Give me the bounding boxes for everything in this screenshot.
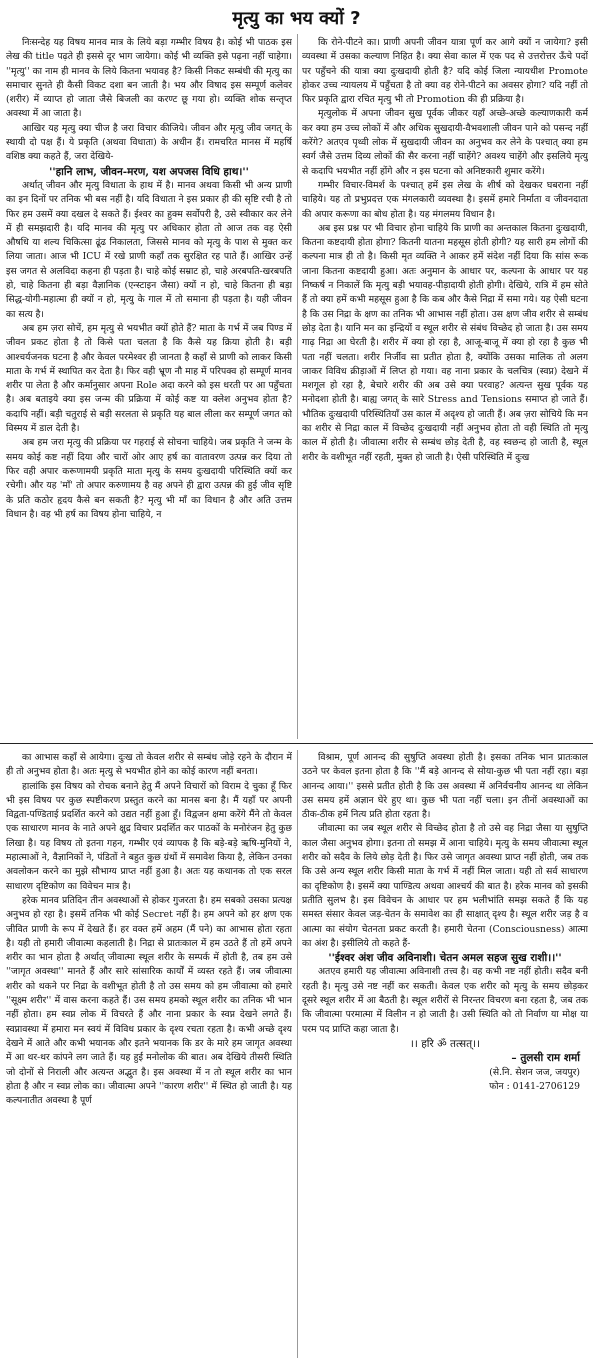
verse-quote: ''हानि लाभ, जीवन-मरण, यश अपजस विधि हाथ।'' — [49, 165, 249, 178]
paragraph: जीवात्मा का जब स्थूल शरीर से विच्छेद होता है तो उसे वह निद्रा जैसा या सुषुप्ति काल जैसा अनुभव होगा। इतना तो समझ में आना चाहिये। मृत्यु के समय जीवात्मा स्थूल शरीर को सदैव के लिये छोड़ देती है। फिर उसे जागृत अवस्था प्राप्त नहीं होती, जब तक कि उसे अन्य स्थूल शरीर किसी माता के गर्भ में नहीं मिल जाता। यही तो सर्व साधारण का दृष्टिकोण है। इसमें क्या पाण्डित्य अथवा आश्चर्य की बात है। हरेक मानव को इसकी प्रतीति सुलभ है। इस विवेचन के आधार पर हम भलीभांति समझ सकते हैं कि यह समस्त संसार केवल जड़-चेतन के समावेश का ही साक्षात् दृश्य है। स्थूल शरीर जड़ है व आत्मा का संयोग चेतनता प्रकट करती है। हमारी चेतना (Consciousness) आत्मा का अंश है। इसीलिये तो कहते हैं- — [302, 823, 588, 949]
column-2 — [302, 36, 588, 742]
paragraph: हालांकि इस विषय को रोचक बनाने हेतु मैं अपने विचारों को विराम दे चुका हूँ फिर भी इस विषय पर कुछ स्पष्टीकरण प्रस्तुत करने का मानस बना है। मैं यहाँ पर अपनी विद्वता-पण्डिताई प्रदर्शित करने को उद्यत नहीं हुआ हूँ। विद्वजन क्षमा करेंगे मैंने तो केवल एक साधारण मानव के नाते अपने क्षुद्र विचार प्रदर्शित कर पाठकों के मनोरंजन हेतु कुछ लिखा है। यह विषय तो इतना गहन, गम्भीर एवं व्यापक है कि बड़े-बड़े ऋषि-मुनियों ने, महात्माओं ने, वैज्ञानिकों ने, पंडितों ने बहुत कुछ ग्रंथों में समावेश किया है, लेकिन उनका अवलोकन करने का मुझे सौभाग्य प्राप्त नहीं हुआ है। अतः यह कथानक तो एक सरल साधारण दृष्टिकोण का विवेचन मात्र है। — [6, 780, 292, 892]
paragraph: कि रोने-पीटने का। प्राणी अपनी जीवन यात्रा पूर्ण कर आगे क्यों न जायेगा? इसी व्यवस्था में उसका कल्याण निहित है। क्या सेवा काल में एक पद से उत्तरोत्तर ऊँचे पदों पर पहुँचने की यात्रा क्या दुःखदायी होती है? यदि कोई जिला न्यायधीश Promote होकर उच्च न्यायलय में पहुँचता है तो क्या वह रोने-पीटने का अवसर होगा? यदि नहीं तो फिर प्रकृति द्वारा रचित मृत्यु भी तो Promotion की ही प्रक्रिया है। — [302, 37, 588, 106]
paragraph: अब इस प्रश्न पर भी विचार होना चाहिये कि प्राणी का अन्तकाल कितना दुःखदायी, कितना कष्टदायी होता होगा? कितनी यातना महसूस होती होगी? यह सारी हम लोगों की कल्पना मात्र ही तो है। किसी मृत व्यक्ति ने आकर हमें संदेश नहीं दिया कि सांस रूक जाना कितना कष्टदायी हुआ। अतः अनुमान के आधार पर, कल्पना के आधार पर यह निष्कर्ष न निकालें कि मृत्यु बड़ी भयावह-पीड़ादायी होती होगी। देखिये, रात्रि में हम सोते हैं तो क्या हमें कभी महसूस हुआ है कि कब और कैसे निद्रा में समा गये। यह ऐसी घटना है कि उस निद्रा के क्षण का तनिक भी आभास नहीं होता। उस क्षण जीव शरीर से सम्बंध छोड़ देता है। यानि मन का इन्द्रियों व स्थूल शरीर से संबंध विच्छेद हो जाता है। उस समय गाढ़ निद्रा आ घेरती है। शरीर में क्या हो रहा है, आजू-बाजू में क्या हो रहा है कुछ भी पता नहीं चलता। शरीर निर्जीव सा प्रतीत होता है, क्योंकि उसका मालिक तो अलग जाकर विविध क्रीड़ाओं में लिप्त हो गया। वह नाना प्रकार के चलचित्र (स्वप्न) देखने में मशगूल हो रहा है, बेचारे शरीर की अब उसे क्या परवाह? अत्यन्त सुख पूर्वक यह मनोदशा होती है। बाह्य जगत् के सारे Stress and Tensions समाप्त हो जाते हैं। भौतिक दुःखदायी परिस्थितियाँ उस काल में अदृश्य हो जाती हैं। अब ज़रा सोचिये कि मन का शरीर से निद्रा काल में विच्छेद दुःखदायी नहीं अनुभव होता तो वही स्थिति तो मृत्यु काल में होती है। जीवात्मा शरीर से सम्बंध छोड़ देती है, वह स्वछन्द हो जाती है, स्थूल शरीर के वशीभूत नहीं रहती, मुक्त हो जाती है। ऐसी परिस्थिति में दुःख — [302, 222, 588, 463]
section-separator — [0, 743, 593, 744]
column-4 — [302, 751, 588, 1361]
column-3 — [6, 751, 292, 1359]
column-1 — [6, 36, 292, 742]
author-name: – तुलसी राम शर्मा — [511, 1052, 580, 1065]
paragraph: अब हम ज़रा सोचें, हम मृत्यु से भयभीत क्यों होते हैं? माता के गर्भ में जब पिण्ड में जीवन प्रकट होता है तो किसे पता चलता है कि कैसे यह क्रिया होती है। बड़ी आश्चर्यजनक घटना है और केवल परमेश्वर ही जानता है कहाँ से प्राणी को लाकर किसी माता के गर्भ में स्थापित कर देता है। फिर वही भ्रूण नौ माह में परिपक्व हो सम्पूर्ण मानव शरीर पा लेता है और कर्मानुसार अपना Role अदा करने को इस धरती पर आ पहुँचता है। अब बताइये क्या इस जन्म की प्रक्रिया में कोई कष्ट या क्लेश अनुभव होता है? कदापि नहीं। बड़ी चतुराई से बड़ी सरलता से प्रकृति यह बाल लीला कर सम्पूर्ण जगत को विस्मय में डाल देती है। — [6, 322, 292, 435]
column-divider-top — [297, 34, 298, 739]
verse-quote: ''ईश्वर अंश जीव अविनाशी। चेतन अमल सहज सुख राशी।।'' — [328, 952, 562, 965]
author-phone: फोन : 0141-2706129 — [489, 1080, 580, 1092]
author-designation: (से.नि. सेशन जज, जयपुर) — [489, 1066, 580, 1078]
paragraph: मृत्युलोक में अपना जीवन सुख पूर्वक जीकर यहाँ अच्छे-अच्छे कल्याणकारी कर्म कर क्या हम उच्च लोकों में और अधिक सुखदायी-वैभवशाली जीवन पाने को पसन्द नहीं करेंगे? अतएव पृथ्वी लोक में सुखदायी जीवन का अनुभव कर लेने के पश्चात् क्या हम स्वर्ग जैसे उत्तम दिव्य लोकों की सैर करना नहीं चाहेंगे? अवश्य चाहेंगे और इसलिये मृत्यु से कदापि भयभीत नहीं होंगे और न इस घटना को अनिष्टकारी शुमार करेंगे। — [302, 108, 588, 177]
paragraph: अर्थात् जीवन और मृत्यु विधाता के हाथ में है। मानव अथवा किसी भी अन्य प्राणी का इन दिनों पर तनिक भी बस नहीं है। यदि विधाता ने इस प्रकार ही की सृष्टि रची है तो फिर हम उसमें क्या दखल दे सकते हैं। ईश्वर का हुक्म सर्वोपरी है, उसे स्वीकार कर लेने में ही समझदारी है। यदि मानव की मृत्यु पर अधिकार होता तो आज तक वह ऐसी औषधि या शल्य चिकित्सा ढूंढ निकालता, जिससे मानव को मृत्यु के पाश से मुक्त कर लिया जाता। आज भी ICU में रखे प्राणी कहाँ तक सुरक्षित रह पाते हैं। आखिर उन्हें इस जगत से अलविदा कहना ही पड़ता है। चाहे कोई सम्राट हो, चाहे अरबपति-खरबपति हो, चाहे कितना ही बड़ा वैज्ञानिक (एन्स्टाइन जैसा) क्यों न हो, चाहे कितना ही बड़ा सिद्ध-योगी-महात्मा ही क्यों न हो, मृत्यु के गाल में तो समाना ही पड़ता है। यही जीवन का सत्य है। — [6, 179, 292, 320]
article-title: मृत्यु का भय क्यों ? — [232, 8, 361, 29]
paragraph: निःसन्देह यह विषय मानव मात्र के लिये बड़ा गम्भीर विषय है। कोई भी पाठक इस लेख की title पढ़ते ही इससे दूर भाग जायेगा। कोई भी व्यक्ति इसे पढ़ना नहीं चाहेगा। ''मृत्यु'' का नाम ही मानव के लिये कितना भयावह है? किसी निकट सम्बंधी की मृत्यु का समाचार सुनते ही कैसी विकट दशा बन जाती है। भय और विषाद इस सम्पूर्ण कलेवर (शरीर) में व्याप्त हो जाता जैसे बिजली का करण्ट छू गया हो। व्यक्ति शोक सन्तृप्त अवस्था में आ जाता है। — [6, 37, 292, 120]
paragraph: का आभास कहाँ से आयेगा। दुःख तो केवल शरीर से सम्बंध जोड़े रहने के दौरान में ही तो अनुभव होता है। अतः मृत्यु से भयभीत होने का कोई कारण नहीं बनता। — [6, 752, 292, 778]
paragraph: आखिर यह मृत्यु क्या चीज है जरा विचार कीजिये। जीवन और मृत्यु जीव जगत् के स्थायी दो पक्ष हैं। ये प्रकृति (अथवा विधाता) के अधीन हैं। रामचरित मानस में महर्षि वशिष्ठ क्या कहते हैं, जरा देखिये- — [6, 122, 292, 163]
paragraph: अब हम जरा मृत्यु की प्रक्रिया पर गहराई से सोचना चाहिये। जब प्रकृति ने जन्म के समय कोई कष्ट नहीं दिया और चारों ओर आए हर्ष का वातावरण उत्पन्न कर दिया तो फिर वही अपार करूणामयी प्रकृति माता मृत्यु के समय दुःखदायी परिस्थिति क्यों कर रचेगी। और यह 'माँ' तो अपार करुणामय है वह अपने ही द्वारा उत्पन्न की हुई जीव सृष्टि के प्रति कठोर हृदय कैसे बन सकती है? मृत्यु भी माँ का विधान है और अति उत्तम विधान है। वह भी हर्ष का विषय होना चाहिये, न — [6, 437, 292, 520]
paragraph: विश्राम, पूर्ण आनन्द की सुषुप्ति अवस्था होती है। इसका तनिक भान प्रातःकाल उठने पर केवल इतना होता है कि ''मैं बड़े आनन्द से सोया-कुछ भी पता नहीं रहा। बड़ा आनन्द आया।'' इससे प्रतीत होती है कि उस अवस्था में अनिर्वचनीय आनन्द था लेकिन उस समय हमें अज्ञान घेरे हुए था। कुछ भी पता नहीं चला। इन तीनों अवस्थाओं का ठीक-ठीक हमें नित्य प्रति होता रहता है। — [302, 752, 588, 821]
paragraph: हरेक मानव प्रतिदिन तीन अवस्थाओं से होकर गुजरता है। हम सबको उसका प्रत्यक्ष अनुभव हो रहा है। इसमें तनिक भी कोई Secret नहीं है। हम अपने को हर क्षण एक जीवित प्राणी के रूप में देखते हैं। हर वक्त हमें अहम (मैं पने) का आभास होता रहता है। यही तो हमारी जीवात्मा कहलाती है। निद्रा से प्रातःकाल में हम उठते हैं तो हमें अपने शरीर का भान होता है अर्थात् जीवात्मा स्थूल शरीर के सम्पर्क में होती है, तब हम उसे ''जागृत अवस्था'' मानते हैं और सारे सांसारिक कार्यों में व्यस्त रहते हैं। जब जीवात्मा शरीर को थकने पर निद्रा के वशीभूत होती है तो उस समय को हम जीवात्मा को हमारे ''सूक्ष्म शरीर'' में वास करना कहते हैं। उस समय हमको स्थूल शरीर का तनिक भी भान नहीं होता। हम स्वप्न लोक में विचरते हैं और नाना प्रकार के स्वप्न देखने लगते हैं। स्वप्नावस्था में हमारा मन स्वयं में विविध प्रकार के दृश्य रचता रहता है। कभी अच्छे दृश्य देखने में आते और कभी भयानक और इतने भयानक कि डर के मारे हम जागृत अवस्था में आ थर-थर कांपने लग जाते हैं। यह हुई मनोलोक की बात। अब देखिये तीसरी स्थिति जो दोनों से निराली और अत्यन्त अद्भुत है। इस अवस्था में न तो स्थूल शरीर का भान होता है और न स्वप्न लोक का। जीवात्मा अपने ''कारण शरीर'' में स्थित हो जाती है। यह कल्पनातीत अवस्था है पूर्ण — [6, 894, 292, 1107]
paragraph: अतएव हमारी यह जीवात्मा अविनाशी तत्त्व है। वह कभी नष्ट नहीं होती। सदैव बनी रहती है। मृत्यु उसे नष्ट नहीं कर सकती। केवल एक शरीर को मृत्यु के समय छोड़कर दूसरे स्थूल शरीर में आ बैठती है। स्थूल शरीरों से निरन्तर विचरण बना रहता है, जब तक कि जीवात्मा परमात्मा में विलीन न हो जाती है। उसी स्थिति को तो निर्वाण या मोक्ष या परम पद प्राप्ति कहा जाता है। — [302, 966, 588, 1035]
paragraph: गम्भीर विचार-विमर्श के पश्चात् हमें इस लेख के शीर्ष को देखकर घबराना नहीं चाहिये। यह तो प्रभुप्रदत्त एक मंगलकारी व्यवस्था है। इसमें हमारे निर्माता व जीवनदाता की अपार करूणा का बोध होता है। यह मंगलमय विधान है। — [302, 179, 588, 220]
column-divider-bottom — [297, 750, 298, 1358]
closing-invocation: ।। हरि ॐ तत्सत्।। — [409, 1037, 481, 1050]
author-signature — [302, 1051, 588, 1094]
